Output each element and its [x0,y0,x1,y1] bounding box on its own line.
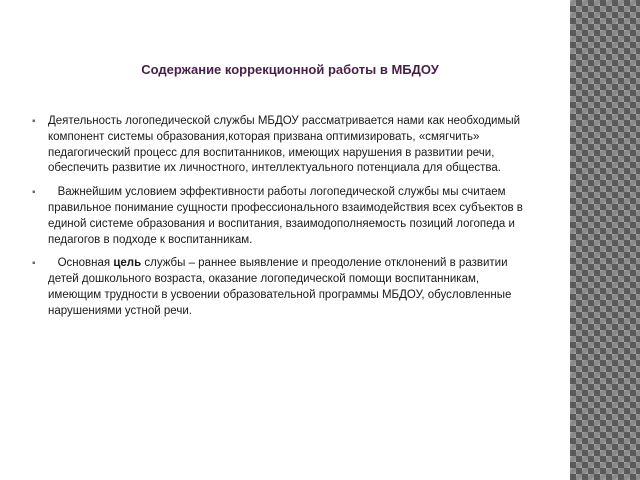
slide-title: Содержание коррекционной работы в МБДОУ [141,62,439,77]
paragraph-3-after: службы – раннее выявление и преодоление отклонений в развитии детей дошкольного возраста, оказание логопедической помощи воспитанникам, имеющим трудности в усвоении образовательной программы МБДОУ, обусловленные нарушениями устной речи. [48,257,512,317]
paragraph-3 [32,256,534,319]
bullet-icon: ▪ [32,187,36,199]
paragraph-1 [32,114,534,177]
decorative-side-band [570,0,640,480]
slide-body [32,114,534,328]
paragraph-2-text: Важнейшим условием эффективности работы логопедической службы мы считаем правильное понимание сущности профессионального взаимодействия всех субъектов в единой системе образования и воспитания, взаимодополняемость позиций логопеда и педагогов в подходе к воспитанникам. [48,186,527,246]
paragraph-3-emphasis: цель [113,257,142,270]
paragraph-3-before: Основная [48,257,114,270]
bullet-icon: ▪ [32,258,36,270]
bullet-icon: ▪ [32,116,36,127]
paragraph-2 [32,185,534,248]
paragraph-1-text: Деятельность логопедической службы МБДОУ рассматривается нами как необходимый компонент системы образования,которая призвана оптимизировать, «смягчить» педагогический процесс для воспитанников, имеющих нарушения в развитии речи, обеспечить развитие их личностного, интеллектуального потенциала для общества. [48,115,521,175]
